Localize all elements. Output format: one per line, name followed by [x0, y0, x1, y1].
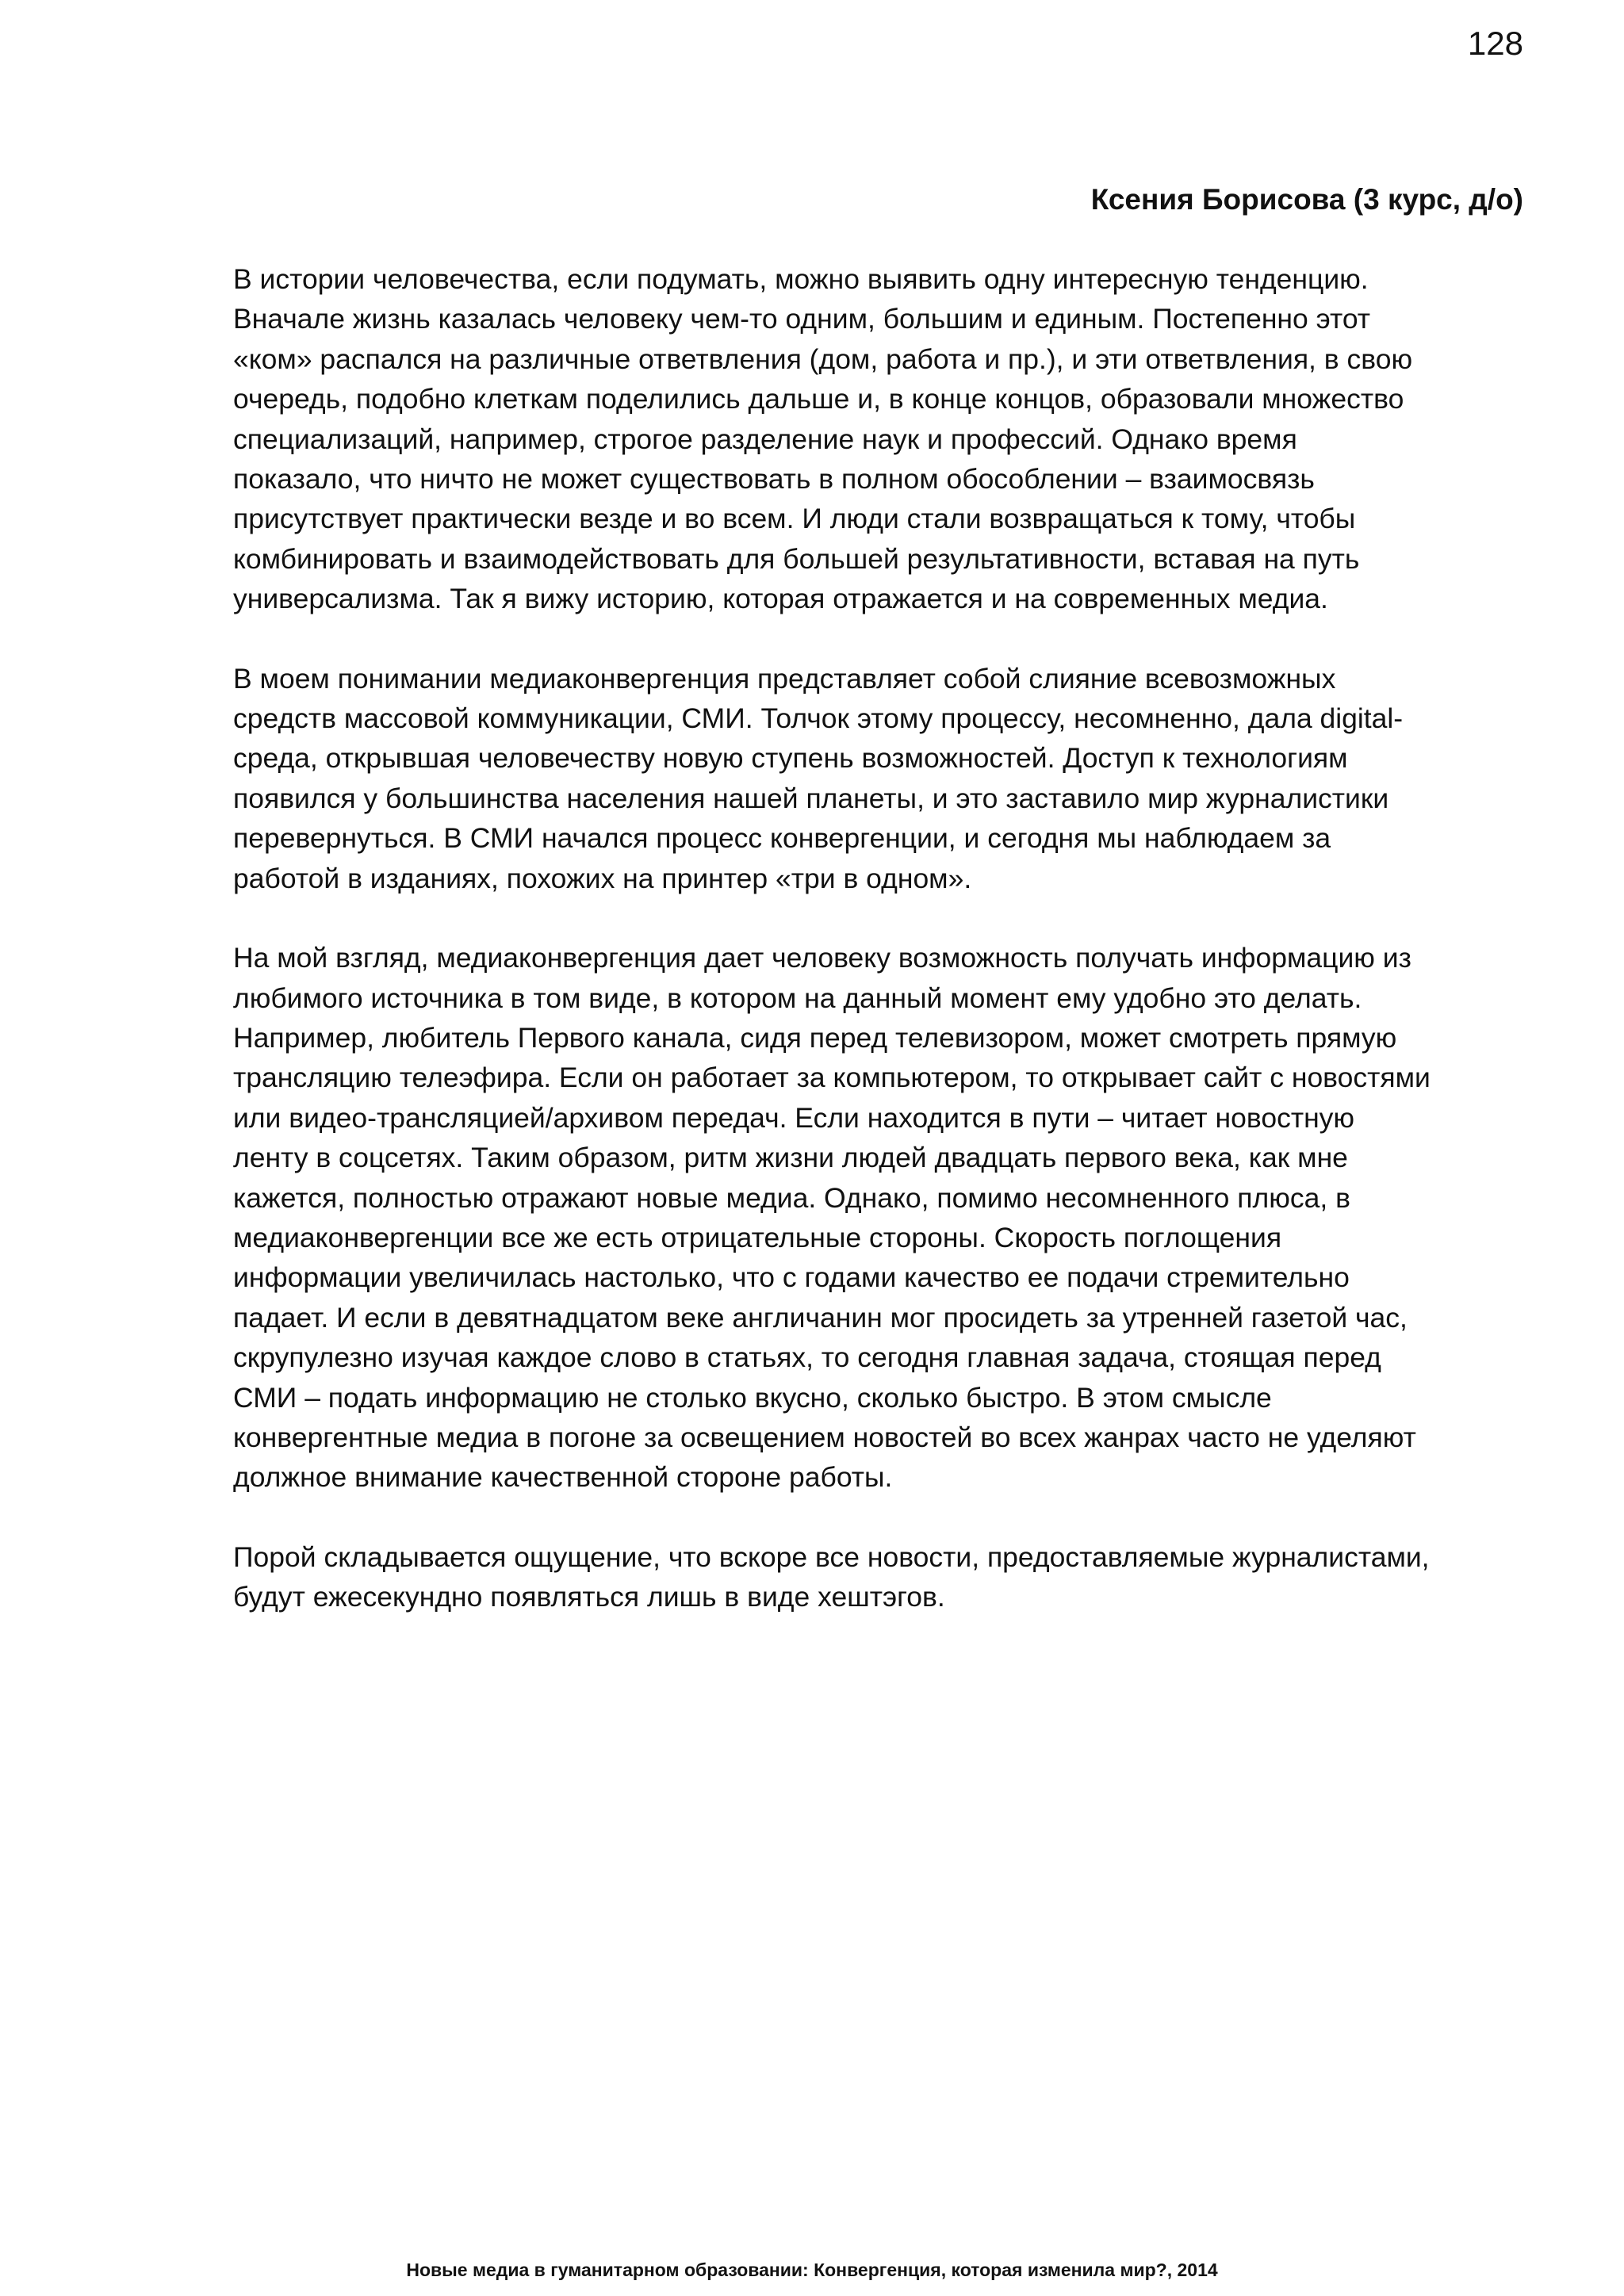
text-line: конвергентные медиа в погоне за освещением новостей во всех жанрах часто не уделяют — [233, 1421, 1416, 1453]
text-line: Вначале жизнь казалась человеку чем-то одним, большим и единым. Постепенно этот — [233, 303, 1371, 335]
text-line: показало, что ничто не может существовать в полном обособлении – взаимосвязь — [233, 463, 1315, 496]
text-line: СМИ – подать информацию не столько вкусно, сколько быстро. В этом смысле — [233, 1381, 1272, 1414]
author-heading: Ксения Борисова (3 курс, д/о) — [1090, 183, 1523, 216]
text-line: будут ежесекундно появляться лишь в виде хештэгов. — [233, 1581, 945, 1613]
text-line: среда, открывшая человечеству новую ступень возможностей. Доступ к технологиям — [233, 742, 1348, 775]
text-line: Порой складывается ощущение, что вскоре все новости, предоставляемые журналистами, — [233, 1540, 1430, 1573]
text-line: кажется, полностью отражают новые медиа. Однако, помимо несомненного плюса, в — [233, 1181, 1350, 1214]
text-line: падает. И если в девятнадцатом веке англичанин мог просидеть за утренней газетой час, — [233, 1301, 1408, 1334]
text-line: «ком» распался на различные ответвления (дом, работа и пр.), и эти ответвления, в свою — [233, 342, 1413, 375]
page-footer: Новые медиа в гуманитарном образовании: Конвергенция, которая изменила мир?, 2014 — [406, 2260, 1218, 2280]
text-line: появился у большинства населения нашей планеты, и это заставило мир журналистики — [233, 782, 1389, 814]
text-line: На мой взгляд, медиаконвергенция дает человеку возможность получать информацию из — [233, 942, 1411, 974]
text-line: Например, любитель Первого канала, сидя перед телевизором, может смотреть прямую — [233, 1021, 1397, 1054]
page-number: 128 — [1467, 25, 1523, 62]
text-line: работой в изданиях, похожих на принтер «три в одном». — [233, 862, 972, 894]
text-line: присутствует практически везде и во всем. И люди стали возвращаться к тому, чтобы — [233, 503, 1356, 535]
text-line: любимого источника в том виде, в котором на данный момент ему удобно это делать. — [233, 982, 1362, 1014]
text-line: В моем понимании медиаконвергенция представляет собой слияние всевозможных — [233, 662, 1336, 695]
paragraph — [233, 1537, 1534, 1617]
text-line: ленту в соцсетях. Таким образом, ритм жизни людей двадцать первого века, как мне — [233, 1142, 1348, 1174]
text-line: информации увеличилась настолько, что с годами качество ее подачи стремительно — [233, 1261, 1350, 1294]
paragraph — [233, 938, 1534, 1498]
text-line: трансляцию телеэфира. Если он работает за компьютером, то открывает сайт с новостями — [233, 1062, 1431, 1094]
text-line: скрупулезно изучая каждое слово в статьях, то сегодня главная задача, стоящая перед — [233, 1341, 1381, 1374]
text-line: средств массовой коммуникации, СМИ. Толчок этому процессу, несомненно, дала digital- — [233, 702, 1404, 735]
text-line: специализаций, например, строгое разделение наук и профессий. Однако время — [233, 423, 1297, 455]
text-line: комбинировать и взаимодействовать для большей результативности, вставая на путь — [233, 542, 1360, 575]
text-line: медиаконвергенции все же есть отрицательные стороны. Скорость поглощения — [233, 1221, 1282, 1253]
text-line: или видео-трансляцией/архивом передач. Если находится в пути – читает новостную — [233, 1101, 1355, 1134]
text-line: универсализма. Так я вижу историю, которая отражается и на современных медиа. — [233, 583, 1328, 615]
text-line: перевернуться. В СМИ начался процесс конвергенции, и сегодня мы наблюдаем за — [233, 822, 1331, 855]
paragraph — [233, 659, 1534, 898]
text-line: очередь, подобно клеткам поделились дальше и, в конце концов, образовали множество — [233, 383, 1404, 415]
text-line: В истории человечества, если подумать, можно выявить одну интересную тенденцию. — [233, 263, 1369, 295]
text-line: должное внимание качественной стороне работы. — [233, 1461, 893, 1494]
paragraph — [233, 259, 1534, 619]
article-body — [233, 259, 1534, 1657]
